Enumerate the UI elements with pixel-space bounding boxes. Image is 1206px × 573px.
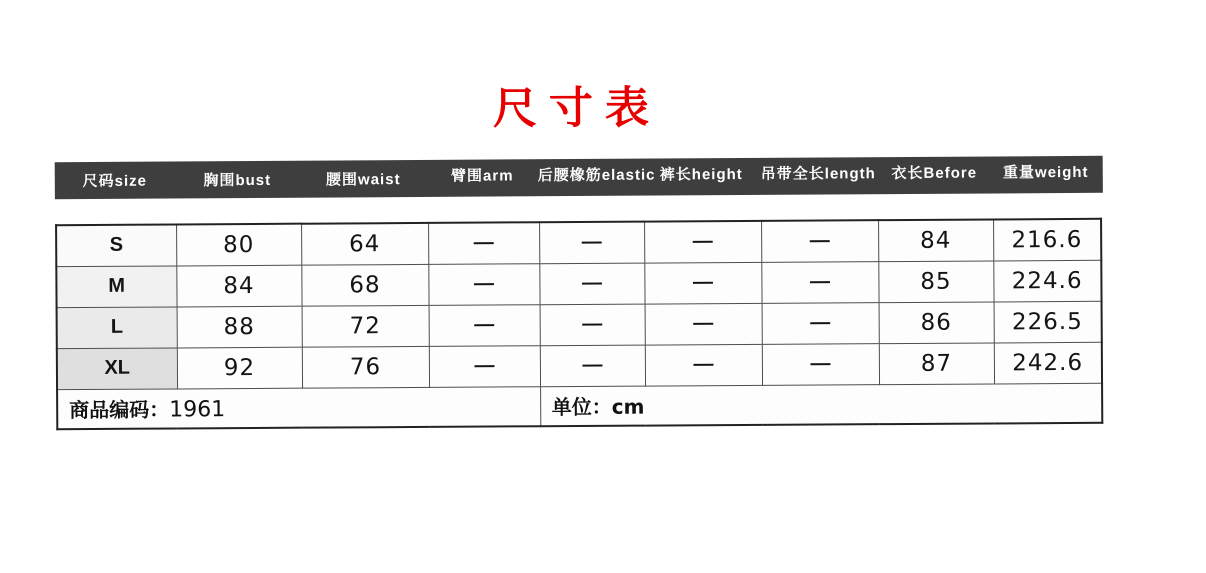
cell-length: —	[762, 343, 879, 385]
cell-height: —	[645, 344, 762, 386]
cell-arm: —	[429, 304, 540, 346]
cell-size: L	[57, 306, 177, 348]
size-row-s	[56, 219, 1101, 266]
col-header-waist: 腰围waist	[325, 171, 401, 189]
cell-bust: 84	[176, 265, 301, 307]
size-row-l	[57, 301, 1102, 348]
col-header-elastic: 后腰橡筋elastic	[537, 166, 656, 185]
cell-length: —	[761, 261, 878, 303]
size-chart-page	[54, 0, 1102, 430]
col-header-length: 吊带全长length	[760, 165, 876, 183]
unit-value: cm	[611, 394, 645, 420]
cell-size: M	[56, 265, 176, 307]
cell-before: 87	[879, 342, 994, 384]
cell-size: S	[56, 224, 176, 266]
cell-height: —	[645, 303, 762, 345]
cell-weight: 242.6	[994, 342, 1102, 384]
col-header-arm: 臂围arm	[450, 167, 514, 185]
cell-height: —	[644, 262, 761, 304]
cell-arm: —	[428, 263, 539, 305]
cell-waist: 64	[301, 223, 428, 265]
cell-elastic: —	[539, 263, 644, 305]
cell-waist: 72	[302, 305, 429, 347]
product-code-value: 1961	[169, 397, 226, 423]
cell-weight: 216.6	[993, 219, 1101, 261]
cell-weight: 226.5	[994, 301, 1102, 343]
cell-elastic: —	[539, 222, 644, 264]
page-title: 尺寸表	[492, 83, 662, 134]
size-table	[55, 218, 1103, 430]
cell-height: —	[644, 221, 761, 263]
product-code-cell	[57, 386, 540, 429]
cell-elastic: —	[540, 345, 645, 387]
cell-waist: 76	[302, 346, 429, 388]
col-header-bust: 胸围bust	[203, 171, 272, 190]
unit-label: 单位：	[551, 397, 612, 420]
cell-length: —	[762, 302, 879, 344]
col-header-size: 尺码size	[82, 172, 148, 191]
size-row-xl	[57, 342, 1102, 389]
cell-waist: 68	[301, 264, 428, 306]
table-footer-row	[57, 383, 1102, 429]
unit-cell	[540, 383, 1102, 426]
cell-weight: 224.6	[993, 260, 1101, 302]
size-row-m	[56, 260, 1101, 307]
cell-bust: 80	[176, 224, 301, 266]
cell-before: 86	[879, 301, 994, 343]
table-header-bar	[55, 156, 1103, 199]
cell-arm: —	[429, 345, 540, 387]
cell-size: XL	[57, 347, 177, 389]
cell-before: 85	[878, 260, 993, 302]
cell-arm: —	[428, 222, 539, 264]
cell-bust: 92	[177, 347, 302, 389]
cell-length: —	[761, 220, 878, 262]
cell-bust: 88	[177, 306, 302, 348]
cell-before: 84	[878, 219, 993, 261]
product-code-label: 商品编码：	[69, 399, 170, 423]
cell-elastic: —	[540, 304, 645, 346]
col-header-height: 裤长height	[659, 165, 743, 184]
col-header-before: 衣长Before	[891, 164, 978, 183]
col-header-weight: 重量weight	[1002, 163, 1089, 182]
